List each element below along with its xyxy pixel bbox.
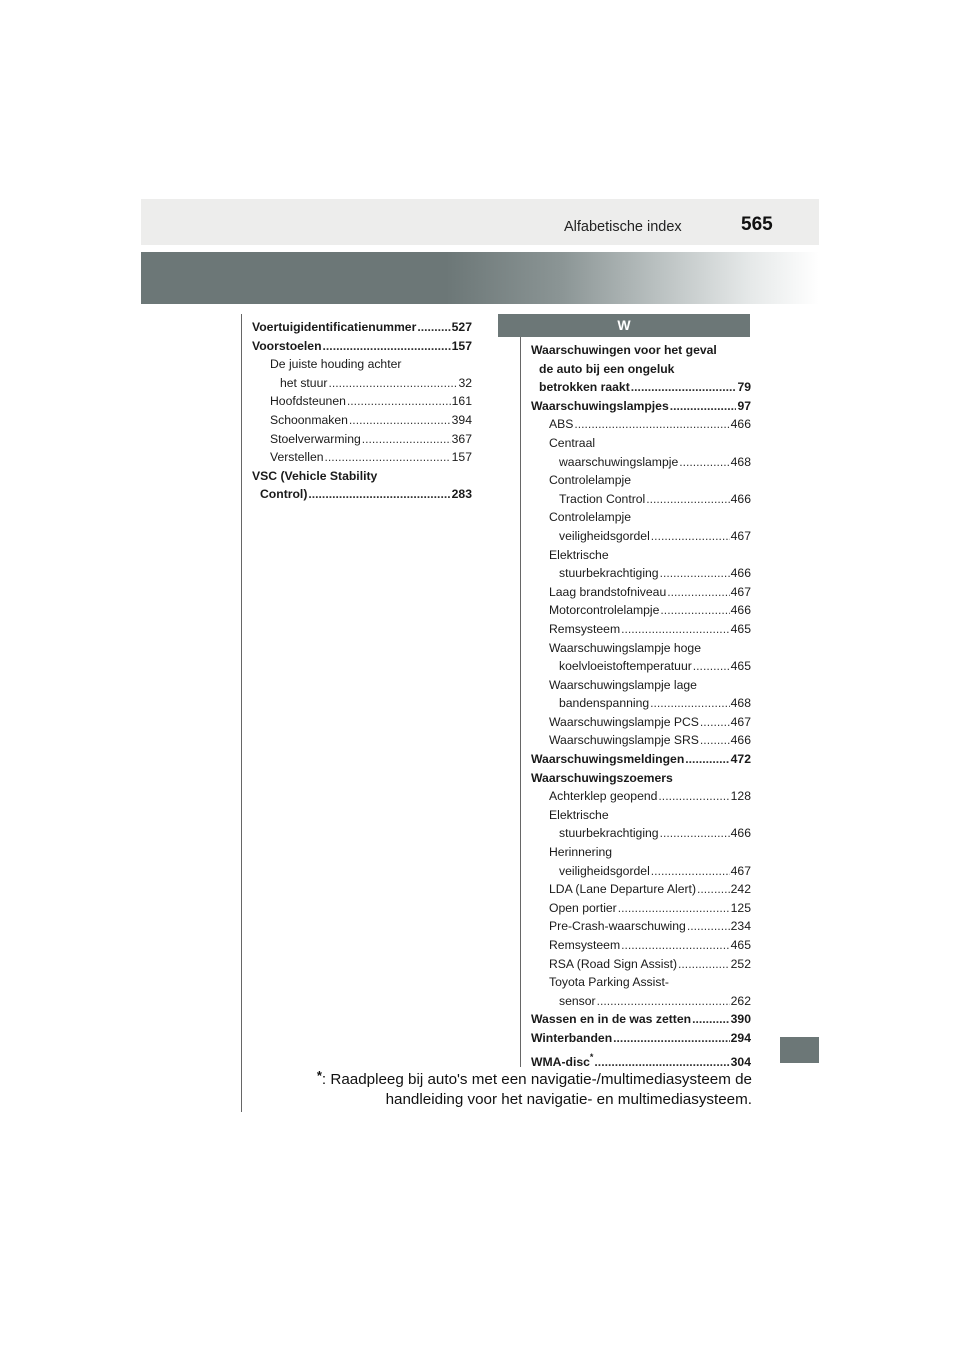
decorative-gradient-bar bbox=[141, 252, 819, 304]
index-subentry[interactable]: Motorcontrolelampje ..... 466 bbox=[531, 601, 751, 620]
index-subentry-text: De juiste houding achter bbox=[270, 357, 402, 372]
index-subentry[interactable]: Laag brandstofniveau ..... 467 bbox=[531, 583, 751, 602]
footnote-line-2: handleiding voor het navigatie- en multimediasysteem. bbox=[385, 1090, 752, 1108]
index-entry[interactable]: WMA-disc* ..... 304 bbox=[531, 1048, 751, 1072]
index-subentry[interactable]: veiligheidsgordel ..... 467 bbox=[531, 862, 751, 881]
index-subentry[interactable]: het stuur ..... 32 bbox=[252, 374, 472, 393]
index-subentry[interactable]: Hoofdsteunen ..... 161 bbox=[252, 392, 472, 411]
index-subentry[interactable]: Open portier ..... 125 bbox=[531, 899, 751, 918]
index-subentry[interactable]: sensor ..... 262 bbox=[531, 992, 751, 1011]
index-subentry[interactable]: Waarschuwingslampje PCS ..... 467 bbox=[531, 713, 751, 732]
index-entry-text: VSC (Vehicle Stability bbox=[252, 468, 378, 483]
index-subentry-text: Waarschuwingslampje lage bbox=[549, 677, 697, 692]
index-subentry-text: Herinnering bbox=[549, 845, 613, 860]
index-subentry[interactable]: stuurbekrachtiging ..... 466 bbox=[531, 824, 751, 843]
header-bar bbox=[141, 199, 819, 245]
index-entry[interactable]: Control) ..... 283 bbox=[252, 485, 472, 504]
index-entry[interactable]: Winterbanden ..... 294 bbox=[531, 1029, 751, 1048]
index-subentry-text: Elektrische bbox=[549, 547, 609, 562]
index-subentry[interactable]: RSA (Road Sign Assist) ..... 252 bbox=[531, 955, 751, 974]
index-subentry-text: Centraal bbox=[549, 435, 596, 450]
entry-label: WMA-disc bbox=[531, 1054, 590, 1069]
footnote bbox=[300, 1066, 752, 1109]
index-entry[interactable]: Waarschuwingsmeldingen ..... 472 bbox=[531, 750, 751, 769]
index-entry-text: de auto bij een ongeluk bbox=[539, 361, 675, 376]
index-subentry[interactable]: Remsysteem ..... 465 bbox=[531, 620, 751, 639]
footnote-line-1: *: Raadpleeg bij auto's met een navigatie-/multimediasysteem de bbox=[316, 1068, 752, 1088]
index-subentry[interactable]: Pre-Crash-waarschuwing ..... 234 bbox=[531, 917, 751, 936]
index-entry[interactable]: Voorstoelen ..... 157 bbox=[252, 337, 472, 356]
index-subentry[interactable]: LDA (Lane Departure Alert) ..... 242 bbox=[531, 880, 751, 899]
page-number: 565 bbox=[741, 214, 773, 235]
index-subentry-text: Toyota Parking Assist- bbox=[549, 975, 669, 990]
index-subentry[interactable]: bandenspanning ..... 468 bbox=[531, 694, 751, 713]
index-entry-text: Waarschuwingszoemers bbox=[531, 770, 673, 785]
index-subentry-text: Waarschuwingslampje hoge bbox=[549, 640, 701, 655]
index-subentry[interactable]: ABS ..... 466 bbox=[531, 415, 751, 434]
right-column-rule bbox=[520, 337, 521, 1067]
index-column-left bbox=[252, 318, 472, 504]
index-subentry[interactable]: Schoonmaken ..... 394 bbox=[252, 411, 472, 430]
footnote-star: * bbox=[316, 1068, 322, 1083]
index-column-right bbox=[531, 341, 751, 1071]
index-subentry[interactable]: Waarschuwingslampje SRS ..... 466 bbox=[531, 731, 751, 750]
index-entry[interactable]: Waarschuwingslampjes ..... 97 bbox=[531, 397, 751, 416]
letter-heading: W bbox=[498, 314, 750, 337]
index-subentry[interactable]: Remsysteem ..... 465 bbox=[531, 936, 751, 955]
index-entry[interactable]: Voertuigidentificatienummer ..... 527 bbox=[252, 318, 472, 337]
index-subentry[interactable]: Achterklep geopend ..... 128 bbox=[531, 787, 751, 806]
index-entry-text: Waarschuwingen voor het geval bbox=[531, 343, 717, 357]
left-column-rule bbox=[241, 314, 242, 1112]
index-subentry[interactable]: veiligheidsgordel ..... 467 bbox=[531, 527, 751, 546]
index-entry[interactable]: Wassen en in de was zetten ..... 390 bbox=[531, 1010, 751, 1029]
footnote-marker: * bbox=[589, 1051, 594, 1062]
index-subentry[interactable]: koelvloeistoftemperatuur ..... 465 bbox=[531, 657, 751, 676]
index-subentry[interactable]: Verstellen ..... 157 bbox=[252, 448, 472, 467]
index-subentry-text: Controlelampje bbox=[549, 510, 631, 525]
thumb-index-tab bbox=[780, 1037, 819, 1063]
index-subentry[interactable]: Traction Control ..... 466 bbox=[531, 490, 751, 509]
index-subentry-text: Elektrische bbox=[549, 807, 609, 822]
index-subentry[interactable]: stuurbekrachtiging ..... 466 bbox=[531, 564, 751, 583]
index-subentry[interactable]: waarschuwingslampje ..... 468 bbox=[531, 453, 751, 472]
index-subentry[interactable]: Stoelverwarming ..... 367 bbox=[252, 430, 472, 449]
section-title: Alfabetische index bbox=[564, 219, 682, 235]
index-subentry-text: Controlelampje bbox=[549, 473, 631, 488]
index-entry[interactable]: betrokken raakt ..... 79 bbox=[531, 378, 751, 397]
